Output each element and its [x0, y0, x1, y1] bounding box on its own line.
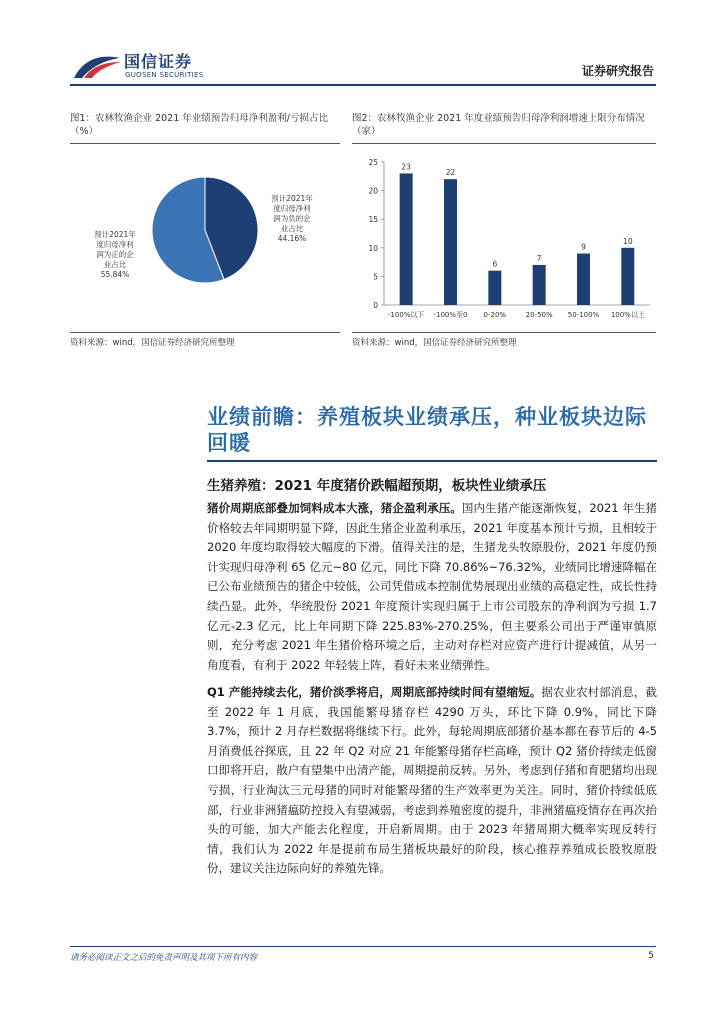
body-paragraph: [207, 499, 657, 675]
y-tick-label: 20: [368, 186, 378, 196]
pie-label-line: 44.16%: [277, 234, 307, 243]
pie-label-line: 润为正的企: [96, 250, 134, 259]
pie-label-line: 预计2021年: [271, 194, 313, 203]
bar: [577, 254, 590, 305]
paragraph-text: 国内生猪产能逐渐恢复，2021 年生猪价格较去年同期明显下降，因此生猪企业盈利承压，2021 年度基本预计亏损，且相较于 2020 年度均取得较大幅度的下滑。值得关注的是，生猪龙头牧原股份，2021 年度仍预计实现归母净利 65 亿元~80 亿元，同比下降 70.86%~76.32%，业绩同比增速降幅在已公布业绩预告的猪企中较低，公司凭借成本控制优势展现出业绩的高稳定性，成长性持续凸显。此外，华统股份 2021 年度预计实现归属于上市公司股东的净利润为亏损 1.7 亿元-2.3 亿元，比上年同期下降 225.83%-270.25%，但主要系公司出于严谨审慎原则，充分考虑 2021 年生猪价格环境之后，主动对存栏对应资产进行计提减值，从另一角度看，有利于 2022 年轻装上阵，看好未来业绩弹性。: [207, 501, 658, 672]
figure2-bar-chart: [352, 150, 656, 330]
paragraph-lead: Q1 产能持续去化，猪价淡季将启，周期底部持续时间有望缩短。: [207, 685, 542, 699]
x-tick-label: 100%以上: [610, 311, 645, 319]
paragraph-lead: 猪价周期底部叠加饲料成本大涨，猪企盈利承压。: [207, 501, 462, 515]
pie-label-line: 业占比: [280, 224, 304, 233]
bar: [400, 173, 413, 305]
figure2-top-rule: [352, 143, 656, 144]
pie-label-positive: [94, 229, 136, 279]
x-tick-label: 20-50%: [525, 311, 553, 319]
figure1-source: 资料来源：wind，国信证券经济研究所整理: [70, 338, 235, 348]
figure2-title: 图2：农林牧渔企业 2021 年度业绩预告归母净利润增速上限分布情况（家）: [352, 113, 645, 137]
figure1-pie-chart: [70, 150, 340, 330]
header-divider: [70, 84, 656, 86]
bar-value-label: 9: [581, 242, 586, 252]
figure1-title: 图1：农林牧渔企业 2021 年业绩预告归母净利盈利/亏损占比（%）: [70, 113, 328, 137]
y-tick-label: 10: [368, 243, 378, 253]
bar: [533, 265, 546, 305]
section-divider: [207, 460, 657, 462]
logo-chinese-name: 国信证券: [124, 52, 193, 71]
x-tick-label: -100%以下: [387, 311, 425, 319]
report-type-label: 证券研究报告: [581, 64, 654, 78]
figure2-source: 资料来源：wind，国信证券经济研究所整理: [352, 338, 517, 348]
pie-label-line: 度归母净利: [273, 204, 311, 213]
pie-label-line: 润为负的企: [273, 214, 311, 223]
bar: [444, 179, 457, 305]
paragraph-text: 据农业农村部消息，截至 2022 年 1 月底，我国能繁母猪存栏 4290 万头，环比下降 0.9%，同比下降 3.7%，预计 2 月存栏数据将继续下行。此外，每轮周期底部猪价基本都在春节后的 4-5 月消费低谷探底，且 22 年 Q2 对应 21 年能繁母猪存栏高峰，预计 Q2 猪价持续走低窗口即将开启，散户有望集中出清产能，周期提前反转。另外，考虑到仔猪和育肥猪均出现亏损，行业淘汰三元母猪的同时对能繁母猪的生产效率更为关注。同时，猪价持续低底部，行业非洲猪瘟防控投入有望减弱，考虑到养殖密度的提升，非洲猪瘟疫情存在再次抬头的可能，加大产能去化程度，开启新周期。由于 2023 年猪周期大概率实现反转行情，我们认为 2022 年是提前布局生猪板块最好的阶段，核心推荐养殖成长股牧原股份，建议关注边际向好的养殖先锋。: [207, 685, 658, 876]
x-tick-label: 0-20%: [483, 311, 507, 319]
x-tick-label: 50-100%: [567, 311, 600, 319]
y-tick-label: 15: [368, 215, 378, 225]
bar-value-label: 10: [623, 236, 633, 246]
footer-disclaimer: 请务必阅读正文之后的免责声明及其项下所有内容: [70, 953, 258, 963]
bar-value-label: 23: [401, 162, 411, 172]
bar-value-label: 22: [445, 168, 456, 178]
y-tick-label: 0: [373, 301, 378, 310]
guosen-logo-icon: [72, 52, 122, 82]
subsection-heading: 生猪养殖：2021 年度猪价跌幅超预期，板块性业绩承压: [207, 478, 547, 494]
y-tick-label: 5: [373, 272, 378, 282]
pie-label-negative: [271, 193, 313, 243]
body-paragraph: [207, 683, 657, 879]
x-tick-label: -100%至0: [433, 311, 468, 319]
y-tick-label: 25: [368, 158, 378, 167]
bar: [488, 271, 501, 305]
pie-label-line: 预计2021年: [94, 230, 136, 239]
footer-divider: [70, 946, 656, 947]
section-heading: 业绩前瞻：养殖板块业绩承压，种业板块边际回暖: [207, 405, 647, 455]
figure2-bottom-rule: [352, 332, 656, 333]
bar-value-label: 7: [536, 253, 542, 263]
logo-english-name: GUOSEN SECURITIES: [125, 71, 204, 79]
bar-value-label: 6: [492, 259, 498, 269]
figure1-bottom-rule: [70, 332, 340, 333]
pie-label-line: 度归母净利: [96, 240, 134, 249]
pie-label-line: 业占比: [103, 260, 127, 269]
pie-label-line: 55.84%: [100, 270, 130, 279]
page-number: 5: [648, 951, 654, 961]
figure1-top-rule: [70, 143, 340, 144]
bar: [621, 248, 634, 305]
